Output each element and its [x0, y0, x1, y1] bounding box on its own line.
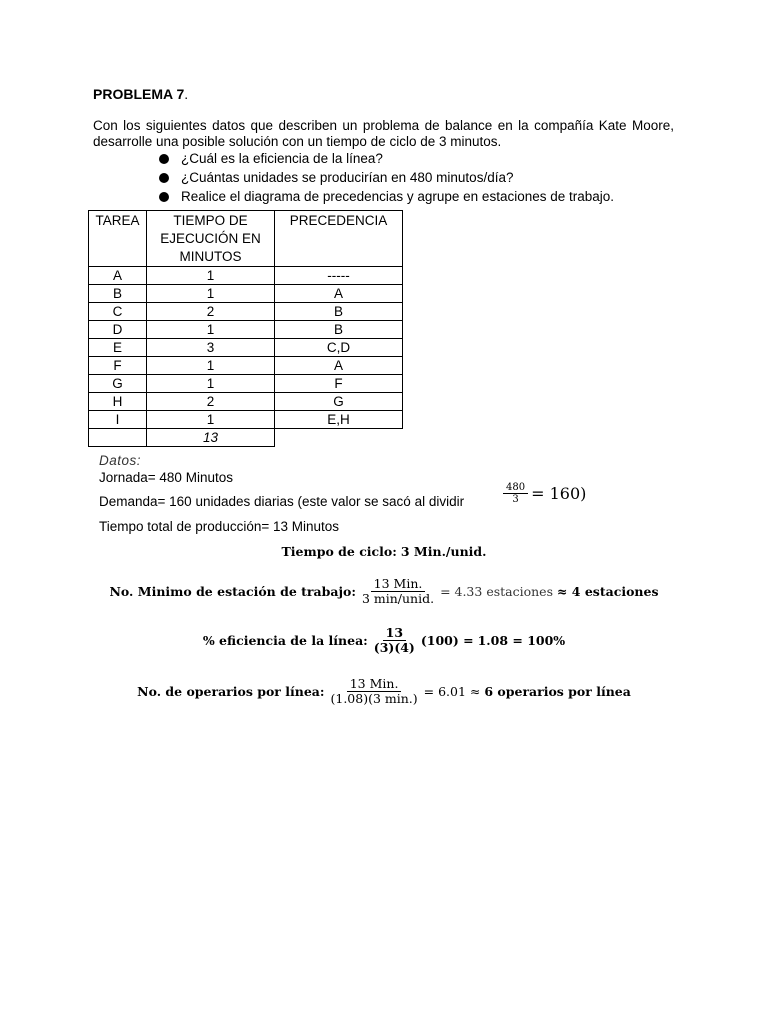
operarios-numerator: 13 Min.	[347, 677, 402, 692]
cell-precedence: F	[275, 375, 403, 393]
estaciones-label: No. Minimo de estación de trabajo:	[109, 584, 356, 599]
estaciones-numerator: 13 Min.	[371, 577, 426, 592]
cell-task: C	[89, 303, 147, 321]
table-row	[89, 411, 403, 429]
operarios-mid: = 6.01 ≈	[423, 684, 481, 699]
eficiencia-label: % eficiencia de la línea:	[202, 633, 368, 648]
operarios-result: 6 operarios por línea	[484, 684, 631, 699]
cell-precedence: A	[275, 285, 403, 303]
table-row	[89, 339, 403, 357]
cell-time: 1	[147, 411, 275, 429]
estaciones-denominator: 3 min/unid.	[361, 591, 435, 606]
question-item: ¿Cuántas unidades se producirían en 480 minutos/día?	[157, 168, 614, 187]
cell-time: 1	[147, 375, 275, 393]
cell-empty	[89, 429, 147, 447]
division-result: = 160)	[531, 484, 587, 503]
demanda-line: Demanda= 160 unidades diarias (este valor se sacó al dividir	[99, 494, 465, 509]
table-row	[89, 375, 403, 393]
header-time: TIEMPO DE EJECUCIÓN EN MINUTOS	[147, 211, 275, 267]
cell-time: 1	[147, 321, 275, 339]
cell-task: G	[89, 375, 147, 393]
problem-title: PROBLEMA 7.	[93, 86, 189, 102]
cell-time: 1	[147, 267, 275, 285]
cell-time: 2	[147, 303, 275, 321]
division-numerator: 480	[503, 482, 528, 494]
eficiencia-result: 1.08 = 100%	[477, 633, 566, 648]
cell-time: 1	[147, 285, 275, 303]
ciclo-formula	[0, 544, 768, 559]
table-header-row	[89, 211, 403, 267]
estaciones-result: ≈ 4 estaciones	[556, 584, 659, 599]
eficiencia-fraction	[371, 626, 418, 655]
question-item: Realice el diagrama de precedencias y agrupe en estaciones de trabajo.	[157, 187, 614, 206]
table-row	[89, 303, 403, 321]
eficiencia-denominator: (3)(4)	[373, 640, 415, 655]
eficiencia-mid: (100) =	[420, 633, 474, 648]
intro-paragraph: Con los siguientes datos que describen un problema de balance en la compañía Kate Moore, desarrolle una posible solución con un tiempo de ciclo de 3 minutos.	[93, 118, 674, 149]
operarios-formula	[0, 677, 768, 706]
ciclo-value: 3 Min./unid.	[400, 544, 487, 559]
cell-total-time: 13	[147, 429, 275, 447]
cell-task: F	[89, 357, 147, 375]
division-equation	[500, 482, 586, 505]
estaciones-fraction	[359, 577, 437, 606]
division-fraction	[503, 482, 528, 505]
table-row	[89, 267, 403, 285]
question-list	[157, 149, 614, 206]
eficiencia-formula	[0, 626, 768, 655]
table-total-row	[89, 429, 403, 447]
tasks-table	[88, 210, 403, 447]
operarios-label: No. de operarios por línea:	[137, 684, 325, 699]
cell-precedence: A	[275, 357, 403, 375]
datos-label: Datos:	[99, 453, 142, 468]
cell-task: D	[89, 321, 147, 339]
table-row	[89, 321, 403, 339]
datos-section	[99, 452, 464, 535]
estaciones-formula	[0, 577, 768, 606]
operarios-denominator: (1.08)(3 min.)	[330, 691, 418, 706]
header-task: TAREA	[89, 211, 147, 267]
cell-task: H	[89, 393, 147, 411]
table-row	[89, 357, 403, 375]
cell-task: A	[89, 267, 147, 285]
estaciones-mid: = 4.33 estaciones	[440, 584, 553, 599]
table-row	[89, 285, 403, 303]
header-precedence: PRECEDENCIA	[275, 211, 403, 267]
cell-time: 3	[147, 339, 275, 357]
cell-time: 2	[147, 393, 275, 411]
cell-precedence: -----	[275, 267, 403, 285]
cell-precedence: B	[275, 303, 403, 321]
cell-time: 1	[147, 357, 275, 375]
ciclo-label: Tiempo de ciclo:	[281, 544, 397, 559]
cell-precedence: E,H	[275, 411, 403, 429]
cell-blank	[275, 429, 403, 447]
division-denominator: 3	[512, 494, 519, 505]
table-row	[89, 393, 403, 411]
cell-precedence: G	[275, 393, 403, 411]
operarios-fraction	[328, 677, 421, 706]
cell-task: B	[89, 285, 147, 303]
cell-task: E	[89, 339, 147, 357]
question-item: ¿Cuál es la eficiencia de la línea?	[157, 149, 614, 168]
cell-precedence: B	[275, 321, 403, 339]
cell-precedence: C,D	[275, 339, 403, 357]
eficiencia-numerator: 13	[383, 626, 406, 641]
cell-task: I	[89, 411, 147, 429]
jornada-line: Jornada= 480 Minutos	[99, 470, 233, 485]
tiempo-total-line: Tiempo total de producción= 13 Minutos	[99, 519, 340, 534]
